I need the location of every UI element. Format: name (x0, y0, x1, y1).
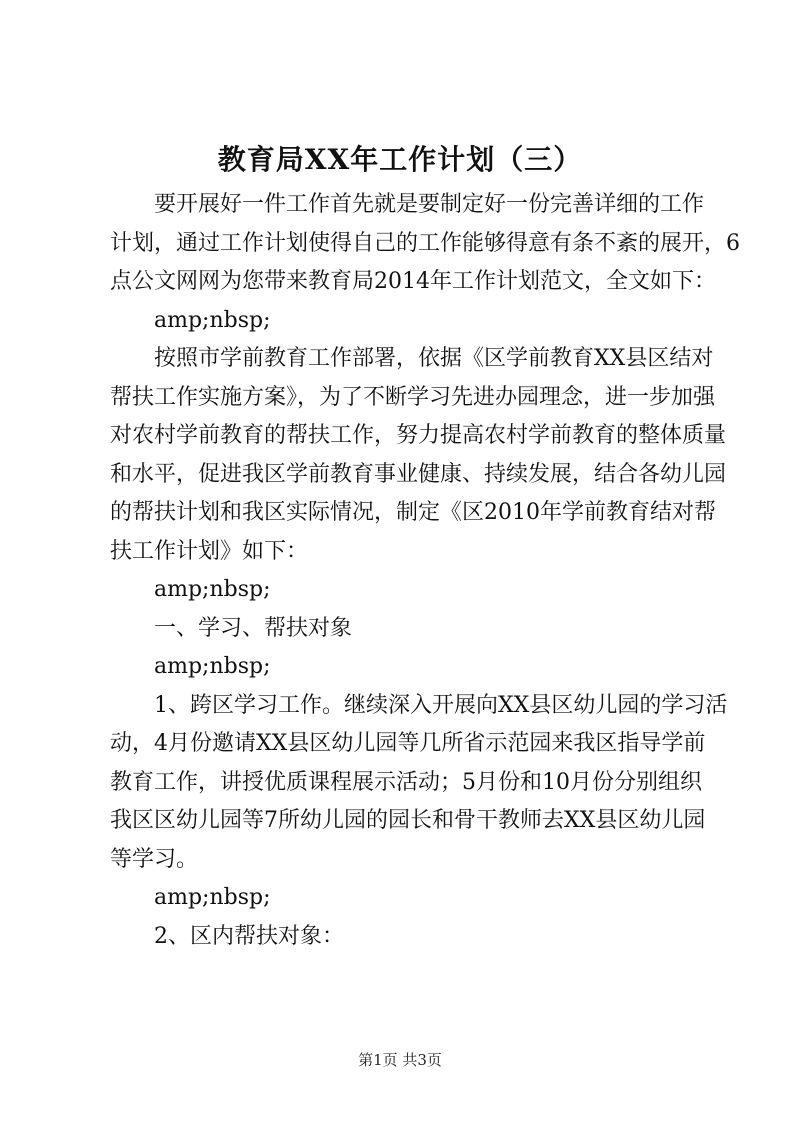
text-line: 等学习。 (110, 846, 199, 872)
text-line: 帮扶工作实施方案》，为了不断学习先进办园理念，进一步加强 (110, 384, 716, 410)
text-line: 动，4月份邀请XX县区幼儿园等几所省示范园来我区指导学前 (110, 731, 706, 756)
text-line: 1、跨区学习工作。继续深入开展向XX县区幼儿园的学习活 (110, 692, 728, 718)
text-line: amp;nbsp; (110, 654, 271, 679)
text-line: 一、学习、帮扶对象 (110, 615, 353, 641)
text-line: 和水平，促进我区学前教育事业健康、持续发展，结合各幼儿园 (110, 461, 727, 487)
document-title: 教育局XX年工作计划（三） (217, 143, 583, 176)
text-line: 按照市学前教育工作部署，依据《区学前教育XX县区结对 (110, 346, 714, 371)
paragraph (110, 648, 705, 687)
document-body (110, 186, 740, 956)
text-line: 我区区幼儿园等7所幼儿园的园长和骨干教师去XX县区幼儿园 (110, 808, 706, 833)
page-footer: 第1页 共3页 (358, 1051, 442, 1069)
text-line: amp;nbsp; (110, 885, 271, 910)
paragraph (110, 302, 705, 341)
text-line: 对农村学前教育的帮扶工作，努力提高农村学前教育的整体质量 (110, 423, 727, 448)
paragraph (110, 918, 705, 957)
paragraph (110, 610, 705, 649)
paragraph (110, 879, 705, 918)
text-line: 2、区内帮扶对象： (110, 923, 344, 949)
text-line: 要开展好一件工作首先就是要制定好一份完善详细的工作 (110, 192, 705, 217)
paragraph (110, 340, 727, 571)
paragraph (110, 687, 728, 880)
text-line: 计划，通过工作计划使得自己的工作能够得意有条不紊的展开，6 (110, 230, 740, 256)
text-line: 扶工作计划》如下： (110, 538, 309, 564)
paragraph (110, 186, 740, 302)
text-line: amp;nbsp; (110, 577, 271, 602)
paragraph (110, 571, 705, 610)
text-line: 点公文网网为您带来教育局2014年工作计划范文，全文如下： (110, 269, 716, 294)
text-line: 的帮扶计划和我区实际情况，制定《区2010年学前教育结对帮 (110, 500, 716, 525)
text-line: amp;nbsp; (110, 307, 271, 333)
text-line: 教育工作，讲授优质课程展示活动；5月份和10月份分别组织 (110, 769, 702, 795)
